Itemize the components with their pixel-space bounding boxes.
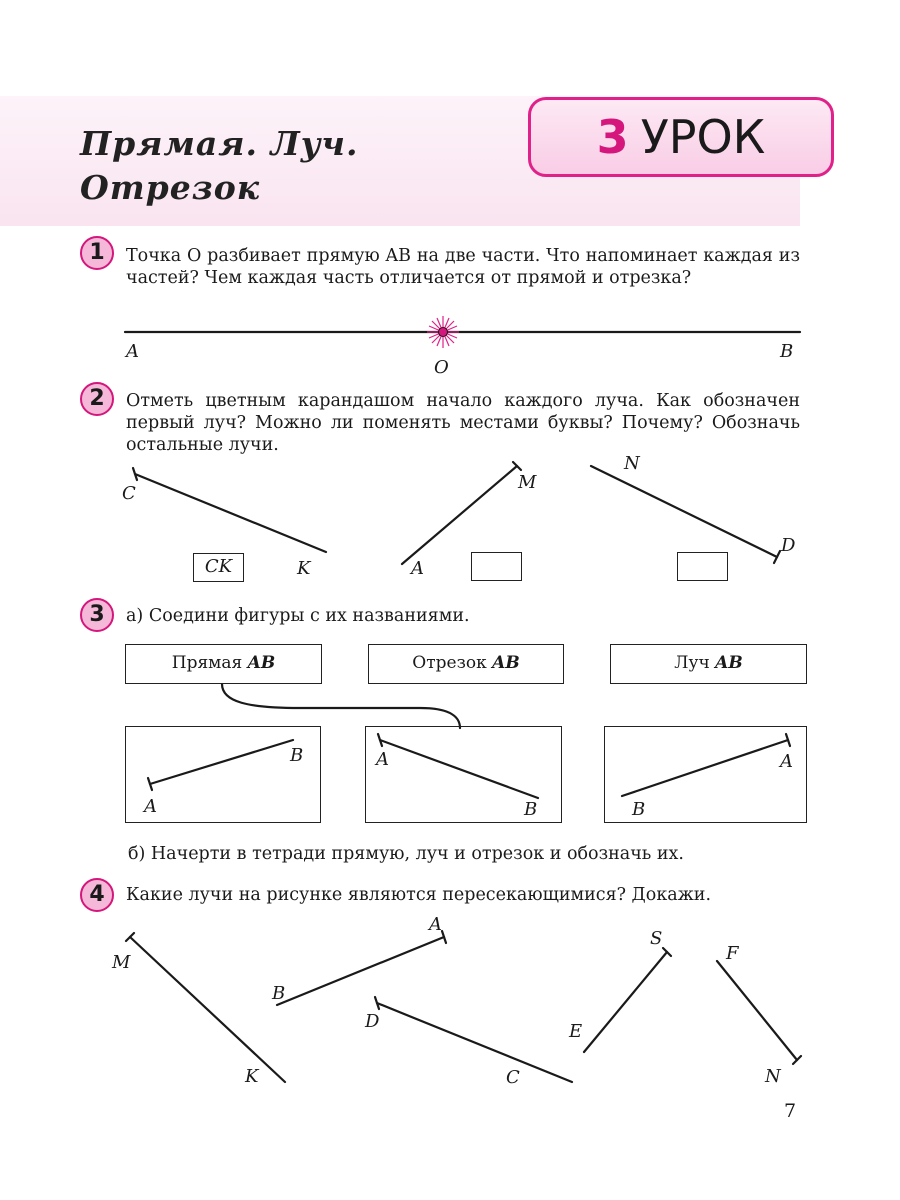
point-o <box>439 328 448 337</box>
label-d4: D <box>365 1011 380 1032</box>
name-box-segment[interactable] <box>368 644 564 684</box>
fig3-label-b: B <box>632 799 646 820</box>
answer-box-2[interactable] <box>471 552 522 581</box>
name-line-letters: AB <box>247 653 276 673</box>
label-a4: A <box>429 914 442 935</box>
task-3-part-b: б) Начерти в тетради прямую, луч и отрезок и обозначь их. <box>128 844 684 864</box>
task-3-part-a: а) Соедини фигуры с их названиями. <box>126 606 470 626</box>
label-s4: S <box>650 928 663 949</box>
label-b4: B <box>272 983 286 1004</box>
label-n: N <box>624 453 640 474</box>
label-k4: K <box>245 1066 259 1087</box>
label-m4: M <box>112 952 131 973</box>
label-a: A <box>126 341 139 362</box>
label-f4: F <box>726 943 739 964</box>
label-b: B <box>780 341 794 362</box>
task-2-number: 2 <box>80 382 114 416</box>
ray-ck <box>135 474 326 552</box>
name-segment-word: Отрезок <box>412 653 487 673</box>
label-e4: E <box>569 1021 583 1042</box>
ray-m <box>402 466 517 564</box>
name-ray-word: Луч <box>674 653 710 673</box>
answer-box-3[interactable] <box>677 552 728 581</box>
task-1-number: 1 <box>80 236 114 270</box>
task-4-text: Какие лучи на рисунке являются пересекающимися? Докажи. <box>126 885 712 905</box>
ray-es <box>584 952 667 1052</box>
fig3-label-a: A <box>780 751 793 772</box>
label-k: K <box>297 558 311 579</box>
lesson-word: УРОК <box>640 110 766 164</box>
label-d: D <box>781 535 796 556</box>
ray-dc <box>377 1003 572 1082</box>
answer-box-1[interactable]: CK <box>193 553 244 582</box>
label-m: M <box>518 472 537 493</box>
ray-ba <box>277 937 444 1005</box>
lesson-number: 3 <box>596 110 629 164</box>
name-line-word: Прямая <box>171 653 243 673</box>
task-4-number: 4 <box>80 878 114 912</box>
title-line-1: Прямая. Луч. <box>80 124 359 163</box>
page-number: 7 <box>784 1100 797 1122</box>
task-2-text: Отметь цветным карандашом начало каждого луча. Как обозначен первый луч? Можно ли поменять местами буквы? Почему? Обозначь остальные лучи. <box>126 391 800 455</box>
label-n4: N <box>765 1066 781 1087</box>
fig1-label-b: B <box>290 745 304 766</box>
ray-d <box>591 466 777 557</box>
task-1-text: Точка O разбивает прямую AB на две части. Что напоминает каждая из частей? Чем каждая часть отличается от прямой и отрезка? <box>126 246 800 288</box>
name-segment-letters: AB <box>492 653 520 673</box>
fig2-label-a: A <box>376 749 389 770</box>
task-3-number: 3 <box>80 598 114 632</box>
ray-fn <box>717 961 797 1060</box>
name-ray-letters: AB <box>715 653 743 673</box>
label-c: C <box>122 483 136 504</box>
label-a-ray: A <box>411 558 424 579</box>
name-box-ray[interactable] <box>610 644 807 684</box>
fig1-label-a: A <box>144 796 157 817</box>
fig2-label-b: B <box>524 799 538 820</box>
name-box-line[interactable] <box>125 644 322 684</box>
label-c4: C <box>506 1067 520 1088</box>
title-line-2: Отрезок <box>80 168 261 207</box>
ray-mk <box>130 937 285 1082</box>
connector-curve <box>222 684 460 728</box>
label-o: O <box>434 357 449 378</box>
